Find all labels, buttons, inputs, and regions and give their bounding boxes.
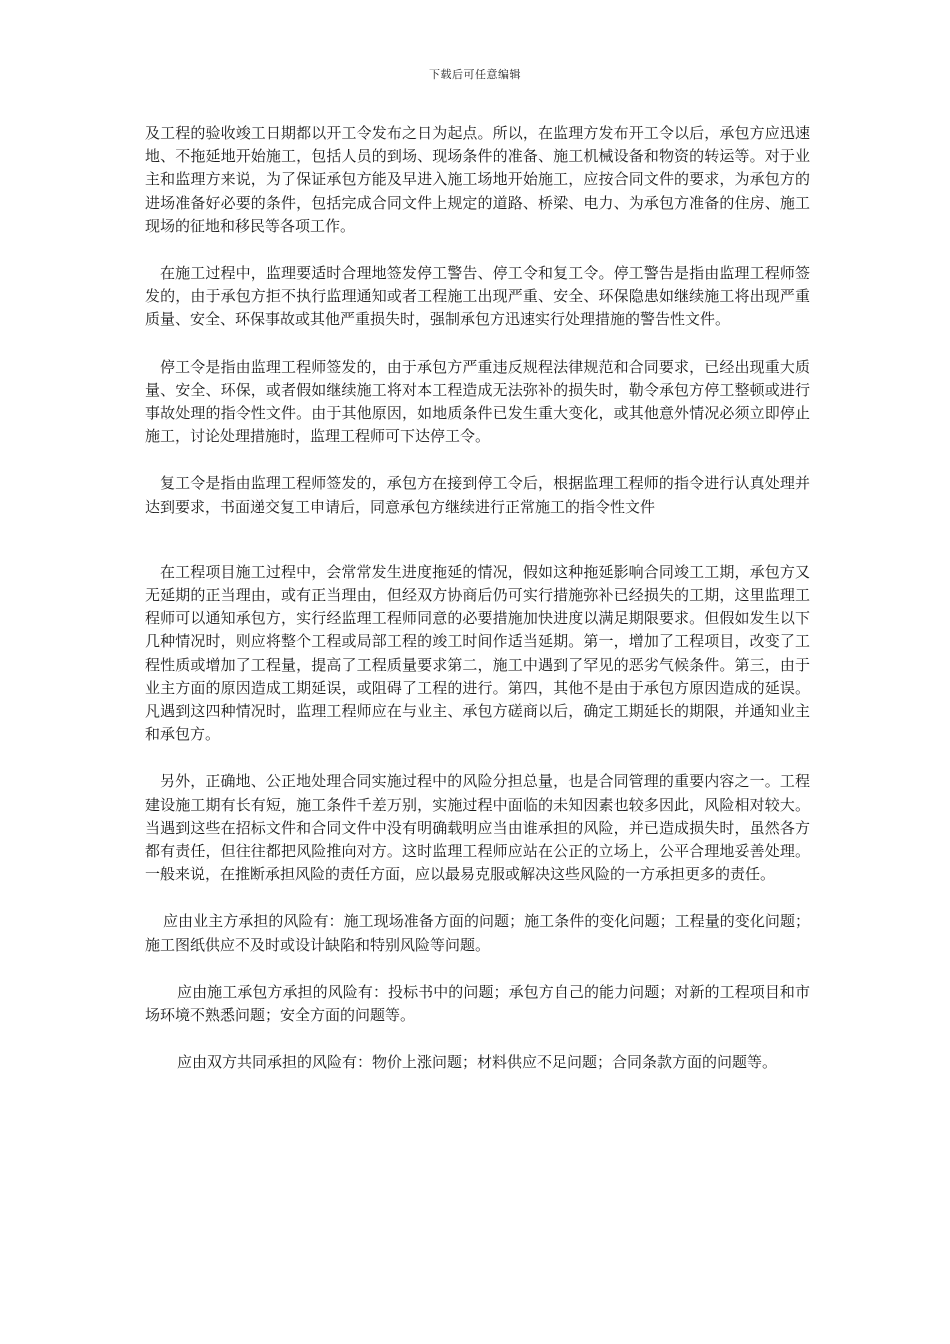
page-header: 下载后可任意编辑: [429, 68, 521, 81]
document-body: [145, 122, 810, 1099]
paragraph-owner-risks: 应由业主方承担的风险有：施工现场准备方面的问题；施工条件的变化问题；工程量的变化问题；施工图纸供应不及时或设计缺陷和特别风险等问题。: [145, 912, 810, 954]
paragraph-contractor-risks: 应由施工承包方承担的风险有：投标书中的问题；承包方自己的能力问题；对新的工程项目和市场环境不熟悉问题；安全方面的问题等。: [145, 982, 810, 1025]
paragraph-commencement: 及工程的验收竣工日期都以开工令发布之日为起点。所以，在监理方发布开工令以后，承包方应迅速地、不拖延地开始施工，包括人员的到场、现场条件的准备、施工机械设备和物资的转运等。对于业主和监理方来说，为了保证承包方能及早进入施工场地开始施工，应按合同文件的要求，为承包方的进场准备好必要的条件，包括完成合同文件上规定的道路、桥梁、电力、为承包方准备的住房、施工现场的征地和移民等各项工作。: [145, 124, 810, 235]
paragraph-shared-risks: 应由双方共同承担的风险有：物价上涨问题；材料供应不足问题；合同条款方面的问题等。: [177, 1053, 778, 1072]
paragraph-stop-warning: 在施工过程中，监理要适时合理地签发停工警告、停工令和复工令。停工警告是指由监理工程师签发的，由于承包方拒不执行监理通知或者工程施工出现严重、安全、环保隐患如继续施工将出现严重质量、安全、环保事故或其他严重损失时，强制承包方迅速实行处理措施的警告性文件。: [145, 264, 810, 329]
paragraph-resume-order: 复工令是指由监理工程师签发的，承包方在接到停工令后，根据监理工程师的指令进行认真处理并达到要求，书面递交复工申请后，同意承包方继续进行正常施工的指令性文件: [145, 474, 810, 516]
paragraph-schedule-delay: 在工程项目施工过程中，会常常发生进度拖延的情况，假如这种拖延影响合同竣工工期，承包方又无延期的正当理由，或有正当理由，但经双方协商后仍可实行措施弥补已经损失的工期，这里监理工程师可以通知承包方，实行经监理工程师同意的必要措施加快进度以满足期限要求。但假如发生以下几种情况时，则应将整个工程或局部工程的竣工时间作适当延期。第一，增加了工程项目，改变了工程性质或增加了工程量，提高了工程质量要求第二，施工中遇到了罕见的恶劣气候条件。第三，由于业主方面的原因造成工期延误，或阻碍了工程的进行。第四，其他不是由于承包方原因造成的延误。凡遇到这四种情况时，监理工程师应在与业主、承包方磋商以后，确定工期延长的期限，并通知业主和承包方。: [145, 562, 810, 744]
paragraph-risk-sharing: 另外，正确地、公正地处理合同实施过程中的风险分担总量，也是合同管理的重要内容之一。工程建设施工期有长有短，施工条件千差万别，实施过程中面临的未知因素也较多因此，风险相对较大。当遇到这些在招标文件和合同文件中没有明确载明应当由谁承担的风险，并已造成损失时，虽然各方都有责任，但往往都把风险推向对方。这时监理工程师应站在公正的立场上，公平合理地妥善处理。一般来说，在推断承担风险的责任方面，应以最易克服或解决这些风险的一方承担更多的责任。: [145, 772, 810, 884]
paragraph-stop-order: 停工令是指由监理工程师签发的，由于承包方严重违反规程法律规范和合同要求，已经出现重大质量、安全、环保，或者假如继续施工将对本工程造成无法弥补的损失时，勒令承包方停工整顿或进行事故处理的指令性文件。由于其他原因，如地质条件已发生重大变化，或其他意外情况必须立即停止施工，讨论处理措施时，监理工程师可下达停工令。: [145, 357, 810, 446]
